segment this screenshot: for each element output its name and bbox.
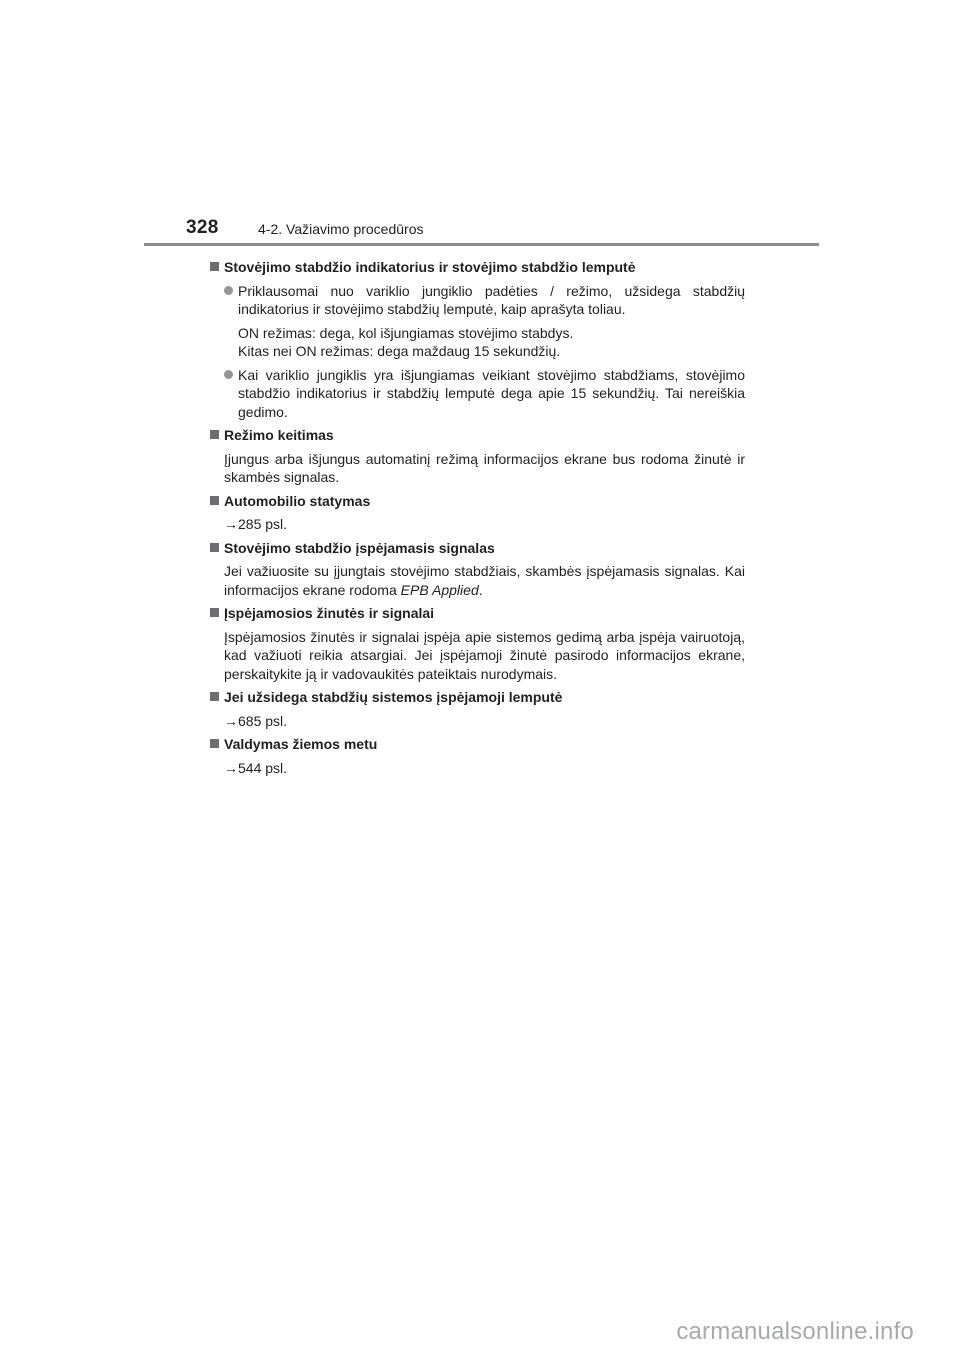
square-icon bbox=[210, 608, 219, 617]
heading-warning-buzzer bbox=[210, 539, 745, 558]
square-icon bbox=[210, 543, 219, 552]
heading-text: Valdymas žiemos metu bbox=[224, 736, 378, 752]
square-icon bbox=[210, 739, 219, 748]
heading-text: Įspėjamosios žinutės ir signalai bbox=[224, 605, 435, 621]
square-icon bbox=[210, 692, 219, 701]
watermark: carmanualsonline.info bbox=[676, 1318, 914, 1345]
reference-text: 685 psl. bbox=[238, 712, 288, 729]
bullet-item bbox=[210, 282, 745, 319]
heading-text: Automobilio statymas bbox=[224, 492, 371, 509]
heading-warning-messages bbox=[210, 604, 745, 623]
display-message-text: EPB Applied bbox=[400, 581, 479, 598]
page-reference[interactable] bbox=[210, 759, 745, 778]
section-title: 4-2. Važiavimo procedūros bbox=[258, 221, 424, 237]
paragraph-text: Jei važiuosite su įjungtais stovėjimo stabdžiais, skambės įspėjamasis signalas. Kai informacijos ekrane rodoma bbox=[224, 563, 745, 598]
heading-text: Režimo keitimas bbox=[224, 427, 334, 443]
paragraph: Įjungus arba išjungus automatinį režimą informacijos ekrane bus rodoma žinutė ir skambės signalas. bbox=[224, 450, 745, 485]
bullet-text: Kai variklio jungiklis yra išjungiamas veikiant stovėjimo stabdžiams, stovėjimo stabdžio indikatorius ir stabdžių lemputė dega apie 15 sekundžių. Tai nereiškia gedimo. bbox=[238, 366, 745, 420]
bullet-item bbox=[210, 366, 745, 422]
page-header bbox=[0, 0, 960, 250]
arrow-right-icon: → bbox=[224, 516, 238, 532]
heading-mode-change bbox=[210, 426, 745, 445]
reference-text: 544 psl. bbox=[238, 759, 288, 776]
paragraph-end: . bbox=[478, 581, 483, 598]
square-icon bbox=[210, 496, 219, 505]
header-divider bbox=[144, 243, 819, 246]
heading-vehicle-parking bbox=[210, 492, 745, 511]
circle-bullet-icon bbox=[224, 286, 233, 295]
heading-text: Stovėjimo stabdžio įspėjamasis signalas bbox=[224, 539, 495, 556]
heading-winter-operation bbox=[210, 735, 745, 754]
heading-text: Jei užsidega stabdžių sistemos įspėjamoji lemputė bbox=[224, 689, 563, 705]
arrow-right-icon: → bbox=[224, 712, 238, 729]
square-icon bbox=[210, 262, 219, 271]
other-mode-line: Kitas nei ON režimas: dega maždaug 15 sekundžių. bbox=[238, 343, 561, 359]
on-mode-line: ON režimas: dega, kol išjungiamas stovėjimo stabdys. bbox=[238, 324, 574, 341]
page-reference[interactable] bbox=[210, 712, 745, 731]
square-icon bbox=[210, 430, 219, 439]
page-reference[interactable] bbox=[210, 515, 745, 534]
reference-text: 285 psl. bbox=[238, 516, 288, 532]
heading-text: Stovėjimo stabdžio indikatorius ir stovėjimo stabdžio lemputė bbox=[224, 259, 636, 275]
arrow-right-icon: → bbox=[224, 759, 238, 776]
bullet-text: Priklausomai nuo variklio jungiklio padėties / režimo, užsidega stabdžių indikatorius ir stovėjimo stabdžių lemputė, kaip aprašyta toliau. bbox=[238, 282, 745, 317]
heading-brake-warning-light bbox=[210, 688, 745, 707]
paragraph: Įspėjamosios žinutės ir signalai įspėja apie sistemos gedimą arba įspėja vairuotoją, kad važiuoti reikia atsargiai. Jei įspėjamoji žinutė pasirodo informacijos ekrane, perskaitykite ją ir vadovaukitės pateiktais nurodymais. bbox=[224, 628, 745, 682]
heading-parking-brake-indicator bbox=[210, 258, 745, 277]
circle-bullet-icon bbox=[224, 370, 233, 379]
paragraph bbox=[210, 562, 745, 599]
mode-description bbox=[210, 324, 745, 361]
page-content bbox=[210, 253, 745, 782]
page-number: 328 bbox=[186, 217, 219, 238]
